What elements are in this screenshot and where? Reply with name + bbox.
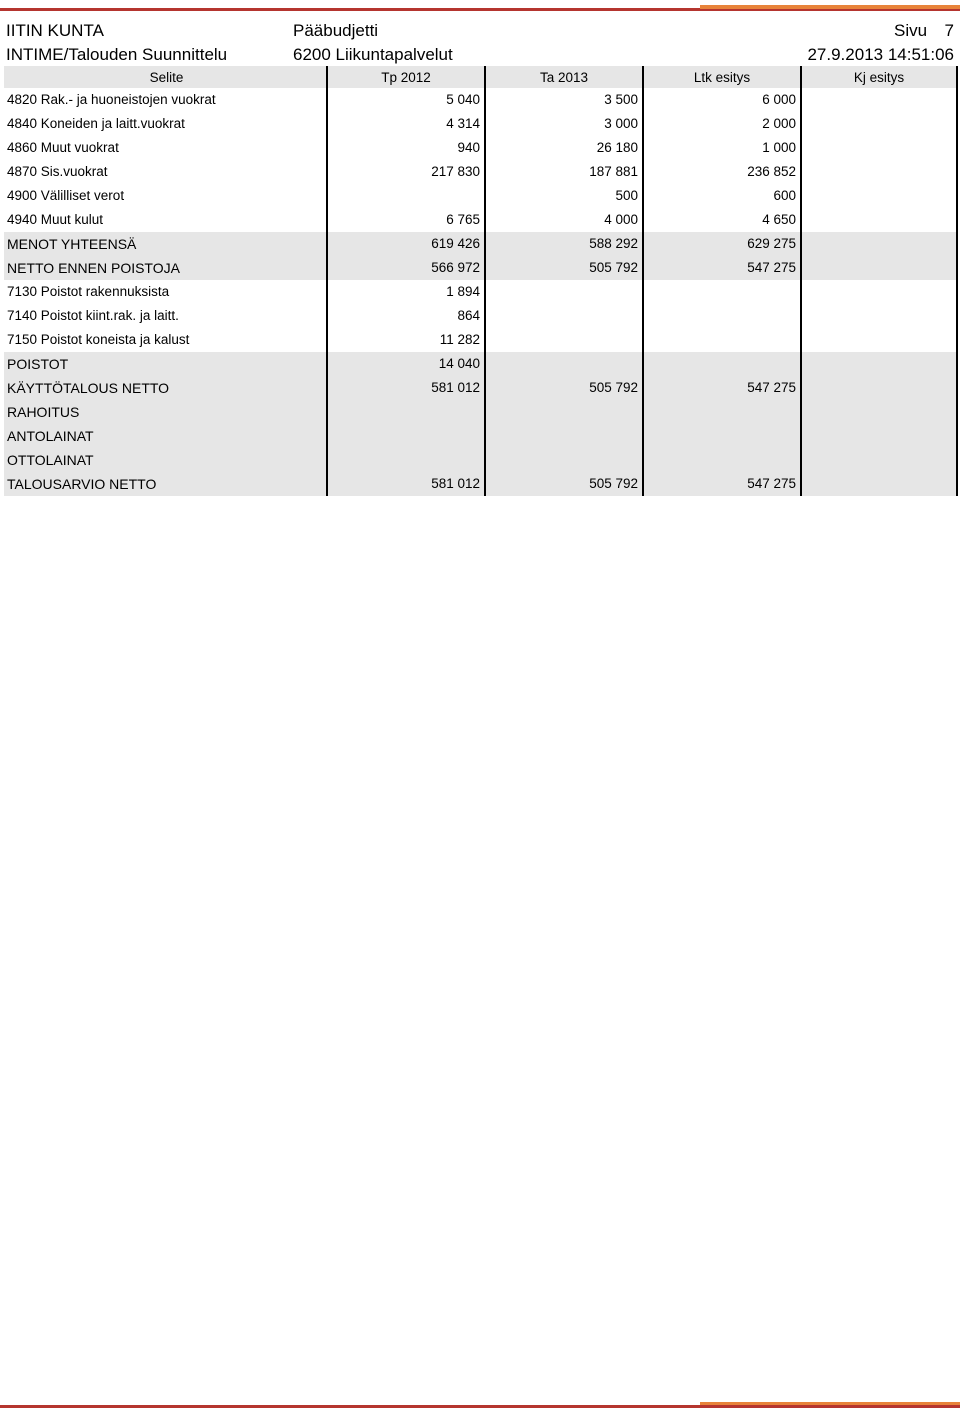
tp2012-value: [326, 424, 484, 448]
page-indicator: [894, 21, 954, 41]
ta2013-value: [484, 448, 642, 472]
row-label: 4820 Rak.- ja huoneistojen vuokrat: [7, 92, 216, 107]
budget-table: [4, 66, 958, 496]
ltk-value: [642, 400, 800, 424]
row-label: KÄYTTÖTALOUS NETTO: [7, 380, 170, 396]
kj-value: [800, 208, 958, 232]
table-row: [4, 400, 958, 424]
ta2013-value: [484, 352, 642, 376]
kj-value: [800, 448, 958, 472]
ta2013-value: 187 881: [484, 160, 642, 184]
tp2012-value: 217 830: [326, 160, 484, 184]
ltk-value: [642, 424, 800, 448]
tp2012-value: 940: [326, 136, 484, 160]
row-label: MENOT YHTEENSÄ: [7, 236, 137, 252]
table-row: [4, 448, 958, 472]
table-row: [4, 184, 958, 208]
print-timestamp: 27.9.2013 14:51:06: [807, 45, 954, 64]
kj-value: [800, 400, 958, 424]
table-row: [4, 472, 958, 496]
unit-name: 6200 Liikuntapalvelut: [293, 45, 453, 64]
tp2012-value: 619 426: [326, 232, 484, 256]
row-label: 4840 Koneiden ja laitt.vuokrat: [7, 116, 185, 131]
ltk-value: 547 275: [642, 376, 800, 400]
ta2013-value: 26 180: [484, 136, 642, 160]
kj-value: [800, 352, 958, 376]
org-name: IITIN KUNTA: [6, 21, 104, 40]
ltk-value: 600: [642, 184, 800, 208]
top-rule-accent: [700, 5, 960, 9]
ta2013-value: 505 792: [484, 376, 642, 400]
table-row: [4, 232, 958, 256]
table-row: [4, 88, 958, 112]
ta2013-value: [484, 328, 642, 352]
column-header-selite: Selite: [149, 70, 184, 85]
table-row: [4, 112, 958, 136]
ta2013-value: [484, 304, 642, 328]
ltk-value: [642, 280, 800, 304]
table-row: [4, 304, 958, 328]
row-label: ANTOLAINAT: [7, 428, 94, 444]
ltk-value: 547 275: [642, 256, 800, 280]
column-header-tp2012: Tp 2012: [326, 66, 484, 88]
kj-value: [800, 472, 958, 496]
row-label: RAHOITUS: [7, 404, 80, 420]
kj-value: [800, 424, 958, 448]
kj-value: [800, 232, 958, 256]
row-label: 4940 Muut kulut: [7, 212, 104, 227]
row-label: POISTOT: [7, 356, 69, 372]
tp2012-value: 1 894: [326, 280, 484, 304]
ltk-value: 2 000: [642, 112, 800, 136]
ta2013-value: 3 500: [484, 88, 642, 112]
tp2012-value: 864: [326, 304, 484, 328]
page-number: 7: [944, 21, 954, 40]
tp2012-value: [326, 448, 484, 472]
tp2012-value: 4 314: [326, 112, 484, 136]
ta2013-value: [484, 400, 642, 424]
kj-value: [800, 256, 958, 280]
ta2013-value: 588 292: [484, 232, 642, 256]
row-label: 4860 Muut vuokrat: [7, 140, 119, 155]
table-row: [4, 376, 958, 400]
ta2013-value: [484, 280, 642, 304]
tp2012-value: 14 040: [326, 352, 484, 376]
column-header-row: [4, 66, 958, 88]
ta2013-value: 3 000: [484, 112, 642, 136]
ltk-value: [642, 328, 800, 352]
bottom-rule: [0, 1405, 960, 1408]
kj-value: [800, 88, 958, 112]
row-label: 7150 Poistot koneista ja kalust: [7, 332, 190, 347]
tp2012-value: 566 972: [326, 256, 484, 280]
table-row: [4, 208, 958, 232]
tp2012-value: 5 040: [326, 88, 484, 112]
ltk-value: 4 650: [642, 208, 800, 232]
kj-value: [800, 328, 958, 352]
ta2013-value: 4 000: [484, 208, 642, 232]
tp2012-value: [326, 400, 484, 424]
column-header-ta2013: Ta 2013: [484, 66, 642, 88]
table-row: [4, 328, 958, 352]
column-header-kj: Kj esitys: [800, 66, 958, 88]
tp2012-value: 581 012: [326, 472, 484, 496]
ltk-value: 547 275: [642, 472, 800, 496]
ltk-value: 236 852: [642, 160, 800, 184]
row-label: 4870 Sis.vuokrat: [7, 164, 108, 179]
tp2012-value: 11 282: [326, 328, 484, 352]
table-row: [4, 280, 958, 304]
column-header-ltk: Ltk esitys: [642, 66, 800, 88]
ltk-value: 629 275: [642, 232, 800, 256]
ltk-value: 6 000: [642, 88, 800, 112]
kj-value: [800, 304, 958, 328]
ta2013-value: [484, 424, 642, 448]
ltk-value: [642, 304, 800, 328]
ltk-value: [642, 448, 800, 472]
ta2013-value: 505 792: [484, 472, 642, 496]
ta2013-value: 505 792: [484, 256, 642, 280]
tp2012-value: [326, 184, 484, 208]
row-label: NETTO ENNEN POISTOJA: [7, 260, 180, 276]
kj-value: [800, 160, 958, 184]
row-label: 7140 Poistot kiint.rak. ja laitt.: [7, 308, 179, 323]
kj-value: [800, 112, 958, 136]
kj-value: [800, 184, 958, 208]
row-label: 4900 Välilliset verot: [7, 188, 125, 203]
kj-value: [800, 136, 958, 160]
table-row: [4, 256, 958, 280]
tp2012-value: 581 012: [326, 376, 484, 400]
ltk-value: [642, 352, 800, 376]
tp2012-value: 6 765: [326, 208, 484, 232]
table-row: [4, 352, 958, 376]
table-row: [4, 136, 958, 160]
system-name: INTIME/Talouden Suunnittelu: [6, 45, 228, 64]
row-label: OTTOLAINAT: [7, 452, 94, 468]
row-label: 7130 Poistot rakennuksista: [7, 284, 170, 299]
kj-value: [800, 280, 958, 304]
kj-value: [800, 376, 958, 400]
ltk-value: 1 000: [642, 136, 800, 160]
doc-type: Pääbudjetti: [293, 21, 379, 40]
table-row: [4, 424, 958, 448]
ta2013-value: 500: [484, 184, 642, 208]
row-label: TALOUSARVIO NETTO: [7, 476, 157, 492]
table-row: [4, 160, 958, 184]
page-label: Sivu: [893, 21, 928, 40]
